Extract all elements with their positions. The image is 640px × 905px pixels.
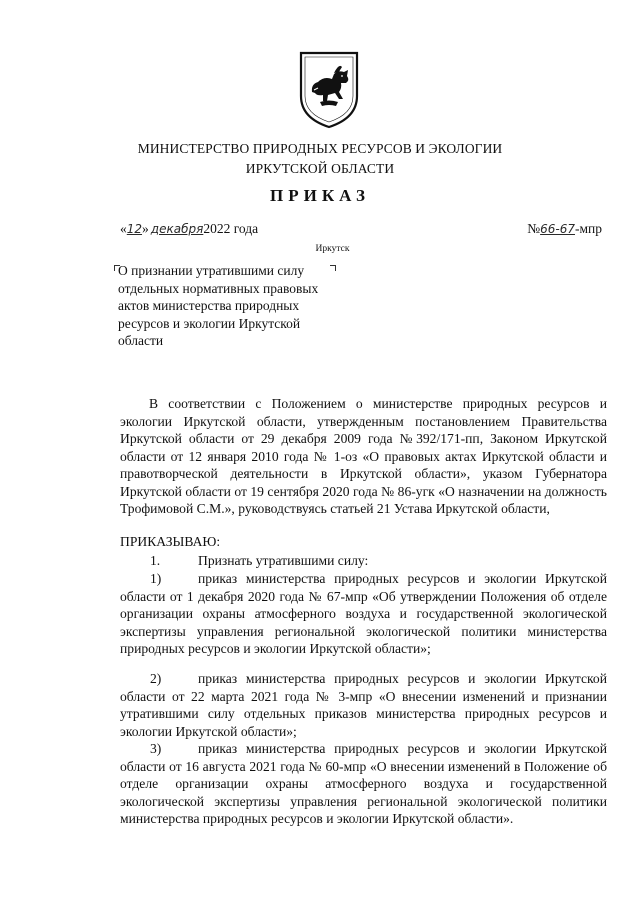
order-word: ПРИКАЗЫВАЮ:: [120, 534, 221, 549]
subitem-number: 2): [150, 671, 162, 686]
coat-of-arms-icon: [298, 50, 360, 130]
document-number: [527, 221, 602, 237]
subject-line: ресурсов и экологии Иркутской: [118, 315, 301, 331]
ministry-name-line2: ИРКУТСКОЙ ОБЛАСТИ: [245, 161, 395, 176]
subject-line: области: [118, 333, 164, 348]
date-day: 12: [126, 222, 143, 236]
document-type-title: ПРИКАЗ: [270, 186, 370, 205]
date-open-quote: «: [120, 221, 127, 236]
subject-line: актов министерства природных: [118, 298, 300, 313]
document-date: [120, 221, 258, 237]
subitem-text: приказ министерства природных ресурсов и экологии Иркутской области от 16 августа 2021 года № 60-мпр «О внесении изменений в Положение об отделе организации охраны атмосферного воздуха и государственной экологической экспертизы управления региональной экологической политики министерства природных ресурсов и экологии Иркутской области».: [120, 741, 607, 826]
date-close-quote: »: [142, 221, 149, 236]
subitem-text: приказ министерства природных ресурсов и экологии Иркутской области от 22 марта 2021 года № 3-мпр «О внесении изменений и признании утратившими силу отдельных приказов министерства природных ресурсов и экологии Иркутской области»;: [120, 671, 607, 739]
order-item-1: [120, 552, 607, 570]
subitem-1: [120, 570, 607, 658]
date-month: декабря: [150, 222, 204, 236]
number-value: 66-67: [540, 222, 575, 236]
preamble-paragraph: В соответствии с Положением о министерстве природных ресурсов и экологии Иркутской области, утвержденным постановлением Правительства Иркутской области от 29 декабря 2009 года №392/171-пп, Законом Иркутской области от 12 января 2010 года № 1-оз «О правовых актах Иркутской области и правотворческой деятельности в Иркутской области», указом Губернатора Иркутской области от 19 сентября 2020 года № 86-угк «О назначении на должность Трофимовой С.М.», руководствуясь статьей 21 Устава Иркутской области,: [120, 396, 607, 516]
subject-line: отдельных нормативных правовых: [118, 280, 319, 296]
number-prefix: №: [527, 221, 541, 236]
subitem-text: приказ министерства природных ресурсов и экологии Иркутской области от 1 декабря 2020 года № 67-мпр «Об утверждении Положения об отделе организации охраны атмосферного воздуха и государственной экологической экспертизы управления региональной экологической политики министерства природных ресурсов и экологии Иркутской области»;: [120, 571, 607, 656]
number-suffix: -мпр: [574, 221, 602, 236]
subitem-number: 1): [150, 571, 162, 586]
subitem-2: [120, 670, 607, 740]
subitem-3: [120, 740, 607, 828]
ministry-name-line1: МИНИСТЕРСТВО ПРИРОДНЫХ РЕСУРСОВ И ЭКОЛОГИИ: [137, 141, 503, 156]
subject-corner-right: [330, 265, 336, 271]
city-name: Иркутск: [315, 244, 350, 254]
date-year: 2022 года: [203, 221, 259, 236]
subitem-number: 3): [150, 741, 162, 756]
order-item-number: 1.: [150, 553, 161, 568]
order-item-text: Признать утратившими силу:: [198, 553, 369, 568]
subject-corner-left: [114, 265, 120, 271]
subject-line: О признании утратившими силу: [118, 263, 305, 278]
document-subject: [118, 262, 353, 350]
